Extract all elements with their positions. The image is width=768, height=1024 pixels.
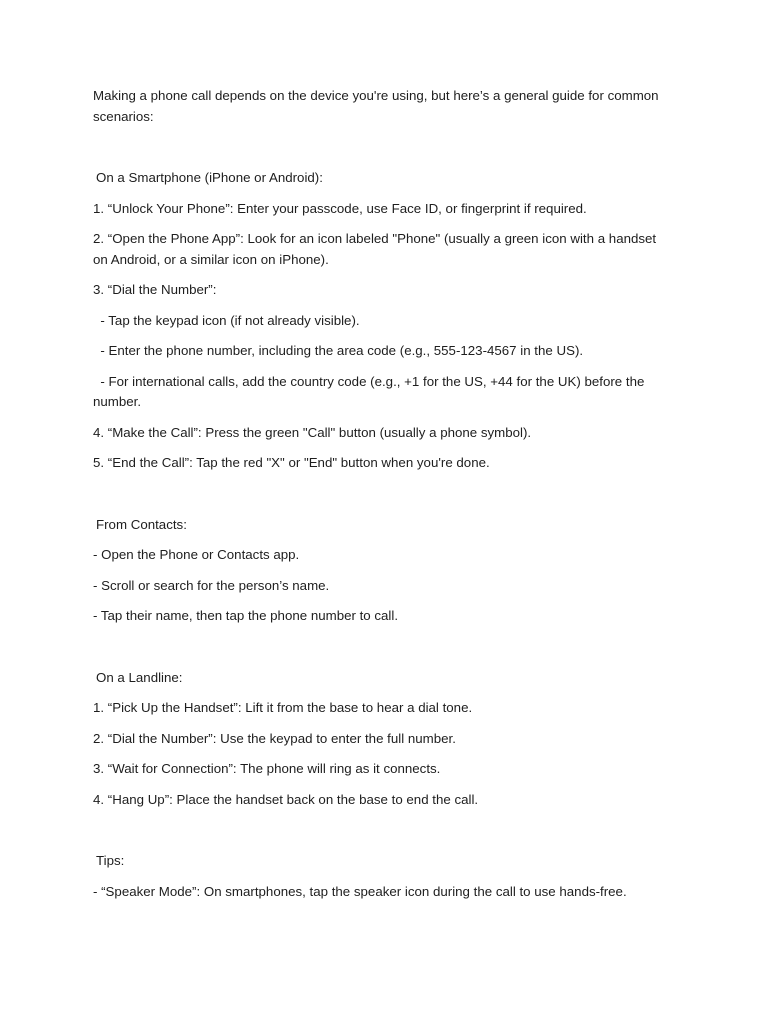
section-gap xyxy=(93,820,673,851)
step-item: 1. “Pick Up the Handset”: Lift it from the base to hear a dial tone. xyxy=(93,700,473,715)
step-item: 2. “Open the Phone App”: Look for an icon labeled "Phone" (usually a green icon with a handset on Android, or a similar icon on iPhone). xyxy=(93,231,657,267)
step-item: 3. “Dial the Number”: xyxy=(93,282,217,297)
list-item: - “Speaker Mode”: On smartphones, tap the speaker icon during the call to use hands-free. xyxy=(93,883,627,899)
list-item: - Open the Phone or Contacts app. xyxy=(93,547,300,562)
step-item: 4. “Hang Up”: Place the handset back on the base to end the call. xyxy=(93,791,479,807)
section-heading-tips: Tips: xyxy=(96,853,125,868)
section-gap xyxy=(93,637,673,668)
step-item: 4. “Make the Call”: Press the green "Call" button (usually a phone symbol). xyxy=(93,424,532,440)
intro-paragraph: Making a phone call depends on the device you're using, but here’s a general guide for common scenarios: xyxy=(93,88,659,124)
section-heading-contacts: From Contacts: xyxy=(96,516,187,532)
step-item: 1. “Unlock Your Phone”: Enter your passcode, use Face ID, or fingerprint if required. xyxy=(93,200,587,216)
sub-item: - For international calls, add the country code (e.g., +1 for the US, +44 for the UK) before the number. xyxy=(93,373,649,409)
step-item: 2. “Dial the Number”: Use the keypad to enter the full number. xyxy=(93,730,456,746)
sub-item: - Tap the keypad icon (if not already visible). xyxy=(93,312,360,328)
document-page xyxy=(93,86,673,912)
sub-item: - Enter the phone number, including the area code (e.g., 555-123-4567 in the US). xyxy=(93,343,584,358)
list-item: - Scroll or search for the person’s name. xyxy=(93,577,330,593)
step-item: 3. “Wait for Connection”: The phone will ring as it connects. xyxy=(93,761,441,776)
list-item: - Tap their name, then tap the phone number to call. xyxy=(93,608,399,623)
step-item: 5. “End the Call”: Tap the red "X" or "End" button when you're done. xyxy=(93,455,490,470)
section-gap xyxy=(93,484,673,515)
section-heading-smartphone: On a Smartphone (iPhone or Android): xyxy=(96,170,323,185)
section-heading-landline: On a Landline: xyxy=(96,669,183,685)
